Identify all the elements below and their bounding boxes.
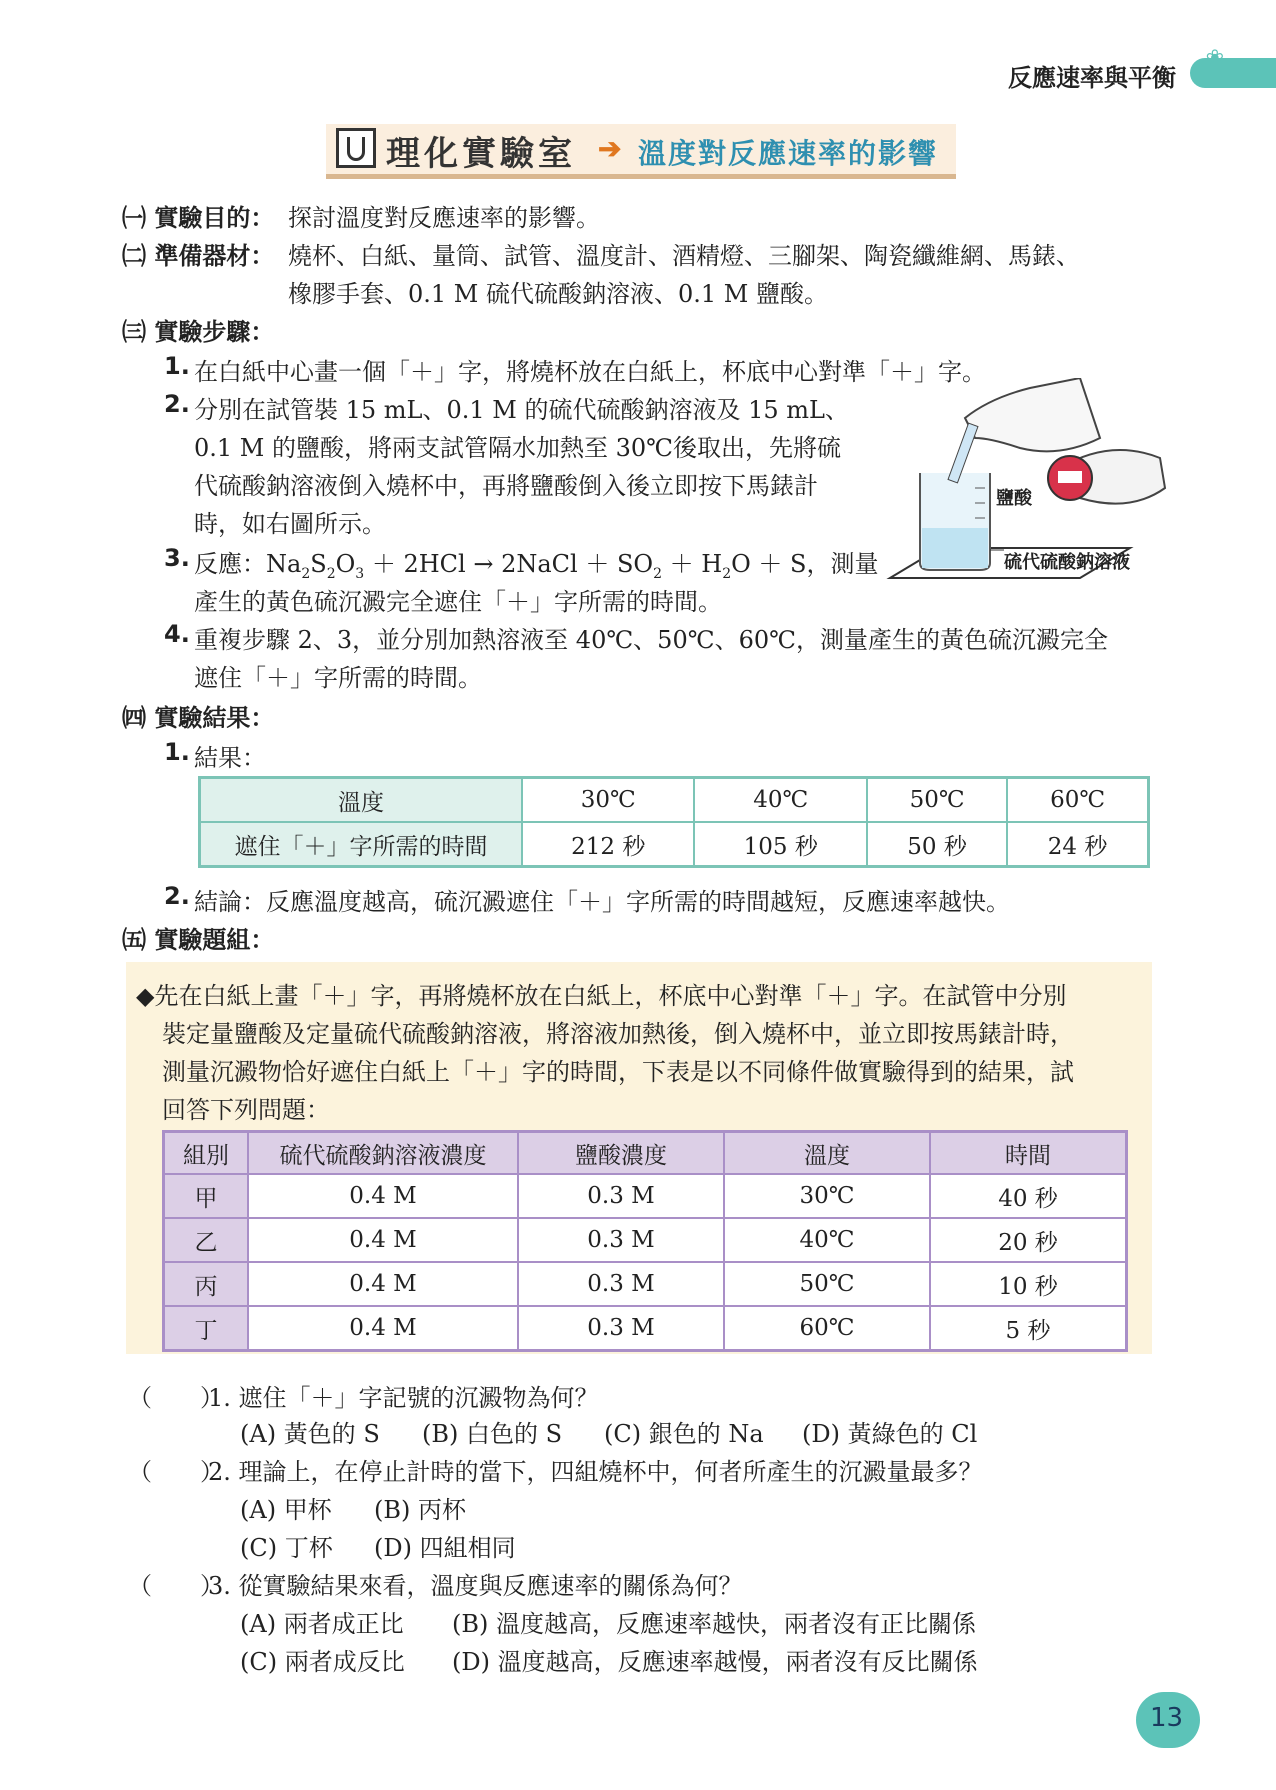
table-cell: 30℃ <box>724 1174 930 1218</box>
section-exercise-label: ㈤ 實驗題組： <box>122 926 275 954</box>
table-row <box>164 1218 1127 1262</box>
table-cell: 0.3 M <box>518 1218 724 1262</box>
table-cell: 60℃ <box>724 1306 930 1351</box>
answer-blank[interactable]: （ ） <box>128 1572 224 1600</box>
section-purpose-label: ㈠ 實驗目的： <box>122 204 275 232</box>
q1-option-d[interactable]: (D) 黃綠色的 Cl <box>802 1420 978 1448</box>
exercise-line-4: 回答下列問題： <box>162 1096 330 1124</box>
table-cell: 30℃ <box>522 778 694 823</box>
step-2-line-2: 0.1 M 的鹽酸，將兩支試管隔水加熱至 30℃後取出，先將硫 <box>194 434 842 462</box>
result-table <box>198 776 1150 868</box>
subscript: 2 <box>653 565 662 582</box>
q1-option-a[interactable]: (A) 黃色的 S <box>240 1420 380 1448</box>
table-cell: 丁 <box>164 1306 249 1351</box>
subscript: 2 <box>301 565 311 582</box>
exercise-table <box>162 1130 1128 1352</box>
section-purpose-text: 探討溫度對反應速率的影響。 <box>288 204 600 232</box>
table-cell: 0.4 M <box>248 1306 518 1351</box>
flask-icon <box>336 128 376 168</box>
table-cell: 40℃ <box>694 778 866 823</box>
step-number: 4. <box>164 620 190 648</box>
step-4-line-2: 遮住「＋」字所需的時間。 <box>194 664 482 692</box>
table-cell: 50℃ <box>867 778 1007 823</box>
table-cell: 5 秒 <box>930 1306 1127 1351</box>
q2-option-b[interactable]: (B) 丙杯 <box>374 1496 466 1524</box>
table-header-cell: 遮住「＋」字所需的時間 <box>200 822 523 867</box>
exercise-line-3: 測量沉澱物恰好遮住白紙上「＋」字的時間，下表是以不同條件做實驗得到的結果，試 <box>162 1058 1074 1086</box>
subscript: 2 <box>326 565 336 582</box>
q1-option-b[interactable]: (B) 白色的 S <box>422 1420 563 1448</box>
chapter-tab <box>1190 58 1276 88</box>
section-materials-label: ㈡ 準備器材： <box>122 242 275 270</box>
step-number: 1. <box>164 738 190 766</box>
question-2: 2. 理論上，在停止計時的當下，四組燒杯中，何者所產生的沉澱量最多？ <box>208 1458 983 1486</box>
reaction-part: 反應：Na <box>194 550 302 578</box>
table-cell: 0.3 M <box>518 1262 724 1306</box>
section-results-label: ㈣ 實驗結果： <box>122 704 275 732</box>
step-1-text: 在白紙中心畫一個「＋」字，將燒杯放在白紙上，杯底中心對準「＋」字。 <box>194 358 986 386</box>
paw-icon: ❀ <box>1205 46 1224 71</box>
step-number: 2. <box>164 882 190 910</box>
answer-blank[interactable]: （ ） <box>128 1458 224 1486</box>
reaction-part: S <box>310 550 327 578</box>
table-cell: 50 秒 <box>867 822 1007 867</box>
table-cell: 105 秒 <box>694 822 866 867</box>
table-cell: 20 秒 <box>930 1218 1127 1262</box>
table-cell: 60℃ <box>1007 778 1148 823</box>
table-cell: 0.4 M <box>248 1174 518 1218</box>
table-row <box>200 822 1149 867</box>
table-header-cell: 鹽酸濃度 <box>518 1132 724 1175</box>
exercise-line-1: ◆先在白紙上畫「＋」字，再將燒杯放在白紙上，杯底中心對準「＋」字。在試管中分別 <box>136 982 1067 1010</box>
materials-line-1: 燒杯、白紙、量筒、試管、溫度計、酒精燈、三腳架、陶瓷纖維網、馬錶、 <box>288 242 1080 270</box>
stopwatch-display <box>1058 471 1082 483</box>
table-header-cell: 時間 <box>930 1132 1127 1175</box>
reaction-part: O ＋ S，測量 <box>731 550 879 578</box>
table-cell: 0.4 M <box>248 1218 518 1262</box>
section-steps-label: ㈢ 實驗步驟： <box>122 318 275 346</box>
table-header-row <box>164 1132 1127 1175</box>
exercise-line-2: 裝定量鹽酸及定量硫代硫酸鈉溶液，將溶液加熱後，倒入燒杯中，並立即按馬錶計時， <box>162 1020 1074 1048</box>
reaction-part: ＋ H <box>662 550 723 578</box>
table-row <box>164 1306 1127 1351</box>
table-cell: 40 秒 <box>930 1174 1127 1218</box>
table-header-cell: 硫代硫酸鈉溶液濃度 <box>248 1132 518 1175</box>
figure-label-hcl: 鹽酸 <box>996 488 1032 509</box>
step-3-reaction <box>194 544 878 582</box>
q3-option-a[interactable]: (A) 兩者成正比 <box>240 1610 404 1638</box>
figure-label-solution: 硫代硫酸鈉溶液 <box>1004 552 1130 573</box>
result-label: 結果： <box>194 744 266 772</box>
table-cell: 乙 <box>164 1218 249 1262</box>
table-cell: 0.4 M <box>248 1262 518 1306</box>
q2-option-d[interactable]: (D) 四組相同 <box>374 1534 516 1562</box>
conclusion-text: 結論：反應溫度越高，硫沉澱遮住「＋」字所需的時間越短，反應速率越快。 <box>194 888 1010 916</box>
q3-option-b[interactable]: (B) 溫度越高，反應速率越快，兩者沒有正比關係 <box>452 1610 976 1638</box>
table-cell: 40℃ <box>724 1218 930 1262</box>
table-row <box>164 1174 1127 1218</box>
step-number: 2. <box>164 390 190 418</box>
table-cell: 212 秒 <box>522 822 694 867</box>
table-cell: 24 秒 <box>1007 822 1148 867</box>
banner-lab-title: 理化實驗室 <box>386 134 576 174</box>
table-row <box>200 778 1149 823</box>
subscript: 3 <box>355 565 365 582</box>
solution-liquid <box>922 528 988 568</box>
step-4-line-1: 重複步驟 2、3，並分別加熱溶液至 40℃、50℃、60℃，測量產生的黃色硫沉澱完全 <box>194 626 1108 654</box>
step-number: 1. <box>164 352 190 380</box>
table-cell: 50℃ <box>724 1262 930 1306</box>
q2-option-c[interactable]: (C) 丁杯 <box>240 1534 333 1562</box>
step-2-line-3: 代硫酸鈉溶液倒入燒杯中，再將鹽酸倒入後立即按下馬錶計 <box>194 472 818 500</box>
step-2-line-1: 分別在試管裝 15 mL、0.1 M 的硫代硫酸鈉溶液及 15 mL、 <box>194 396 849 424</box>
table-cell: 甲 <box>164 1174 249 1218</box>
step-2-line-4: 時，如右圖所示。 <box>194 510 386 538</box>
table-cell: 10 秒 <box>930 1262 1127 1306</box>
page-number: 13 <box>1150 1703 1184 1733</box>
step-3-line-2: 產生的黃色硫沉澱完全遮住「＋」字所需的時間。 <box>194 588 722 616</box>
question-3: 3. 從實驗結果來看，溫度與反應速率的關係為何？ <box>208 1572 743 1600</box>
banner-topic: 溫度對反應速率的影響 <box>638 137 939 170</box>
table-cell: 丙 <box>164 1262 249 1306</box>
q3-option-c[interactable]: (C) 兩者成反比 <box>240 1648 405 1676</box>
answer-blank[interactable]: （ ） <box>128 1384 224 1412</box>
lab-banner <box>326 124 956 179</box>
materials-line-2: 橡膠手套、0.1 M 硫代硫酸鈉溶液、0.1 M 鹽酸。 <box>288 280 828 308</box>
subscript: 2 <box>722 565 732 582</box>
table-cell: 0.3 M <box>518 1174 724 1218</box>
step-number: 3. <box>164 544 190 572</box>
arrow-icon: ➔ <box>598 132 622 165</box>
table-row <box>164 1262 1127 1306</box>
table-header-cell: 溫度 <box>724 1132 930 1175</box>
table-header-cell: 組別 <box>164 1132 249 1175</box>
question-1: 1. 遮住「＋」字記號的沉澱物為何？ <box>208 1384 599 1412</box>
table-cell: 0.3 M <box>518 1306 724 1351</box>
q3-option-d[interactable]: (D) 溫度越高，反應速率越慢，兩者沒有反比關係 <box>452 1648 978 1676</box>
reaction-part: ＋ 2HCl → 2NaCl ＋ SO <box>364 550 654 578</box>
q2-option-a[interactable]: (A) 甲杯 <box>240 1496 332 1524</box>
table-header-cell: 溫度 <box>200 778 523 823</box>
gloved-hand <box>965 378 1100 451</box>
q1-option-c[interactable]: (C) 銀色的 Na <box>604 1420 764 1448</box>
chapter-title: 反應速率與平衡 <box>1008 64 1176 92</box>
reaction-part: O <box>335 550 356 578</box>
